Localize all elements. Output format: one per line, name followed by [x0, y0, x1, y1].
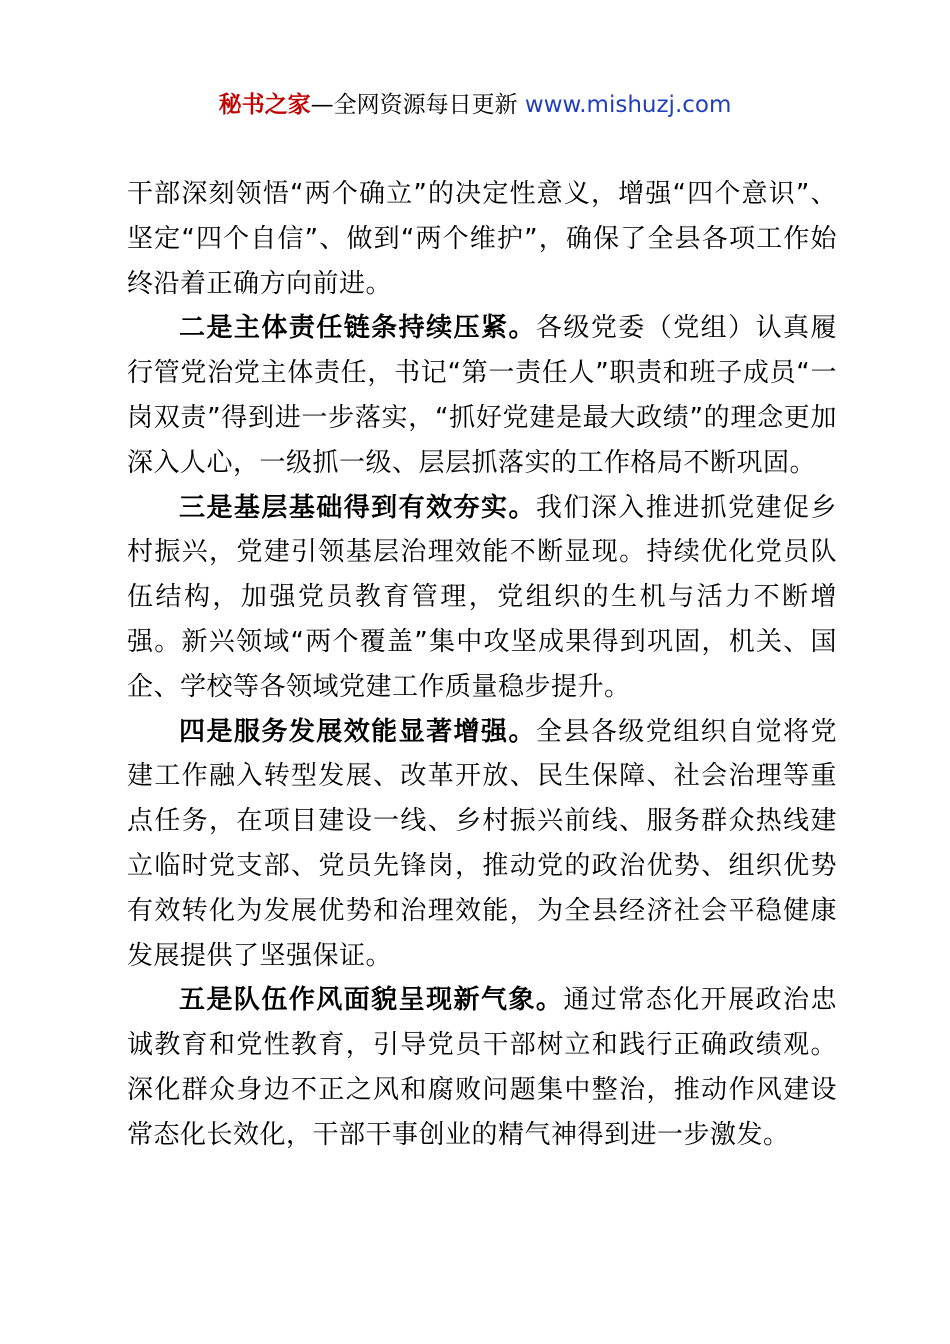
paragraph-grassroots	[127, 486, 837, 710]
paragraph-heading: 五是队伍作风面貌呈现新气象。	[179, 985, 564, 1016]
site-url-link[interactable]: www.mishuzj.com	[524, 92, 732, 118]
paragraph-text: 全县各级党组织自觉将党建工作融入转型发展、改革开放、民生保障、社会治理等重点任务，在项目建设一线、乡村振兴前线、服务群众热线建立临时党支部、党员先锋岗，推动党的政治优势、组织优势有效转化为发展优势和治理效能，为全县经济社会平稳健康发展提供了坚强保证。	[127, 716, 837, 971]
paragraph-continuation	[127, 172, 837, 306]
paragraph-heading: 二是主体责任链条持续压紧。	[179, 313, 536, 344]
paragraph-service	[127, 710, 837, 979]
paragraph-text: 各级党委（党组）认真履行管党治党主体责任，书记“第一责任人”职责和班子成员“一岗双责”得到进一步落实，“抓好党建是最大政绩”的理念更加深入人心，一级抓一级、层层抓落实的工作格局不断巩固。	[127, 313, 837, 478]
paragraph-heading: 三是基层基础得到有效夯实。	[179, 492, 536, 523]
paragraph-heading: 四是服务发展效能显著增强。	[179, 716, 536, 747]
paragraph-text: 干部深刻领悟“两个确立”的决定性意义，增强“四个意识”、坚定“四个自信”、做到“两个维护”，确保了全县各项工作始终沿着正确方向前进。	[127, 179, 837, 299]
paragraph-text: 我们深入推进抓党建促乡村振兴，党建引领基层治理效能不断显现。持续优化党员队伍结构，加强党员教育管理，党组织的生机与活力不断增强。新兴领域“两个覆盖”集中攻坚成果得到巩固，机关、国企、学校等各领域党建工作质量稳步提升。	[127, 492, 837, 702]
document-body	[127, 172, 837, 1158]
site-header	[0, 88, 950, 122]
site-brand: 秘书之家	[218, 92, 311, 118]
site-tagline: —全网资源每日更新	[310, 92, 518, 118]
paragraph-responsibility	[127, 306, 837, 485]
paragraph-text: 通过常态化开展政治忠诚教育和党性教育，引导党员干部树立和践行正确政绩观。深化群众身边不正之风和腐败问题集中整治，推动作风建设常态化长效化，干部干事创业的精气神得到进一步激发。	[127, 985, 837, 1150]
paragraph-style	[127, 978, 837, 1157]
